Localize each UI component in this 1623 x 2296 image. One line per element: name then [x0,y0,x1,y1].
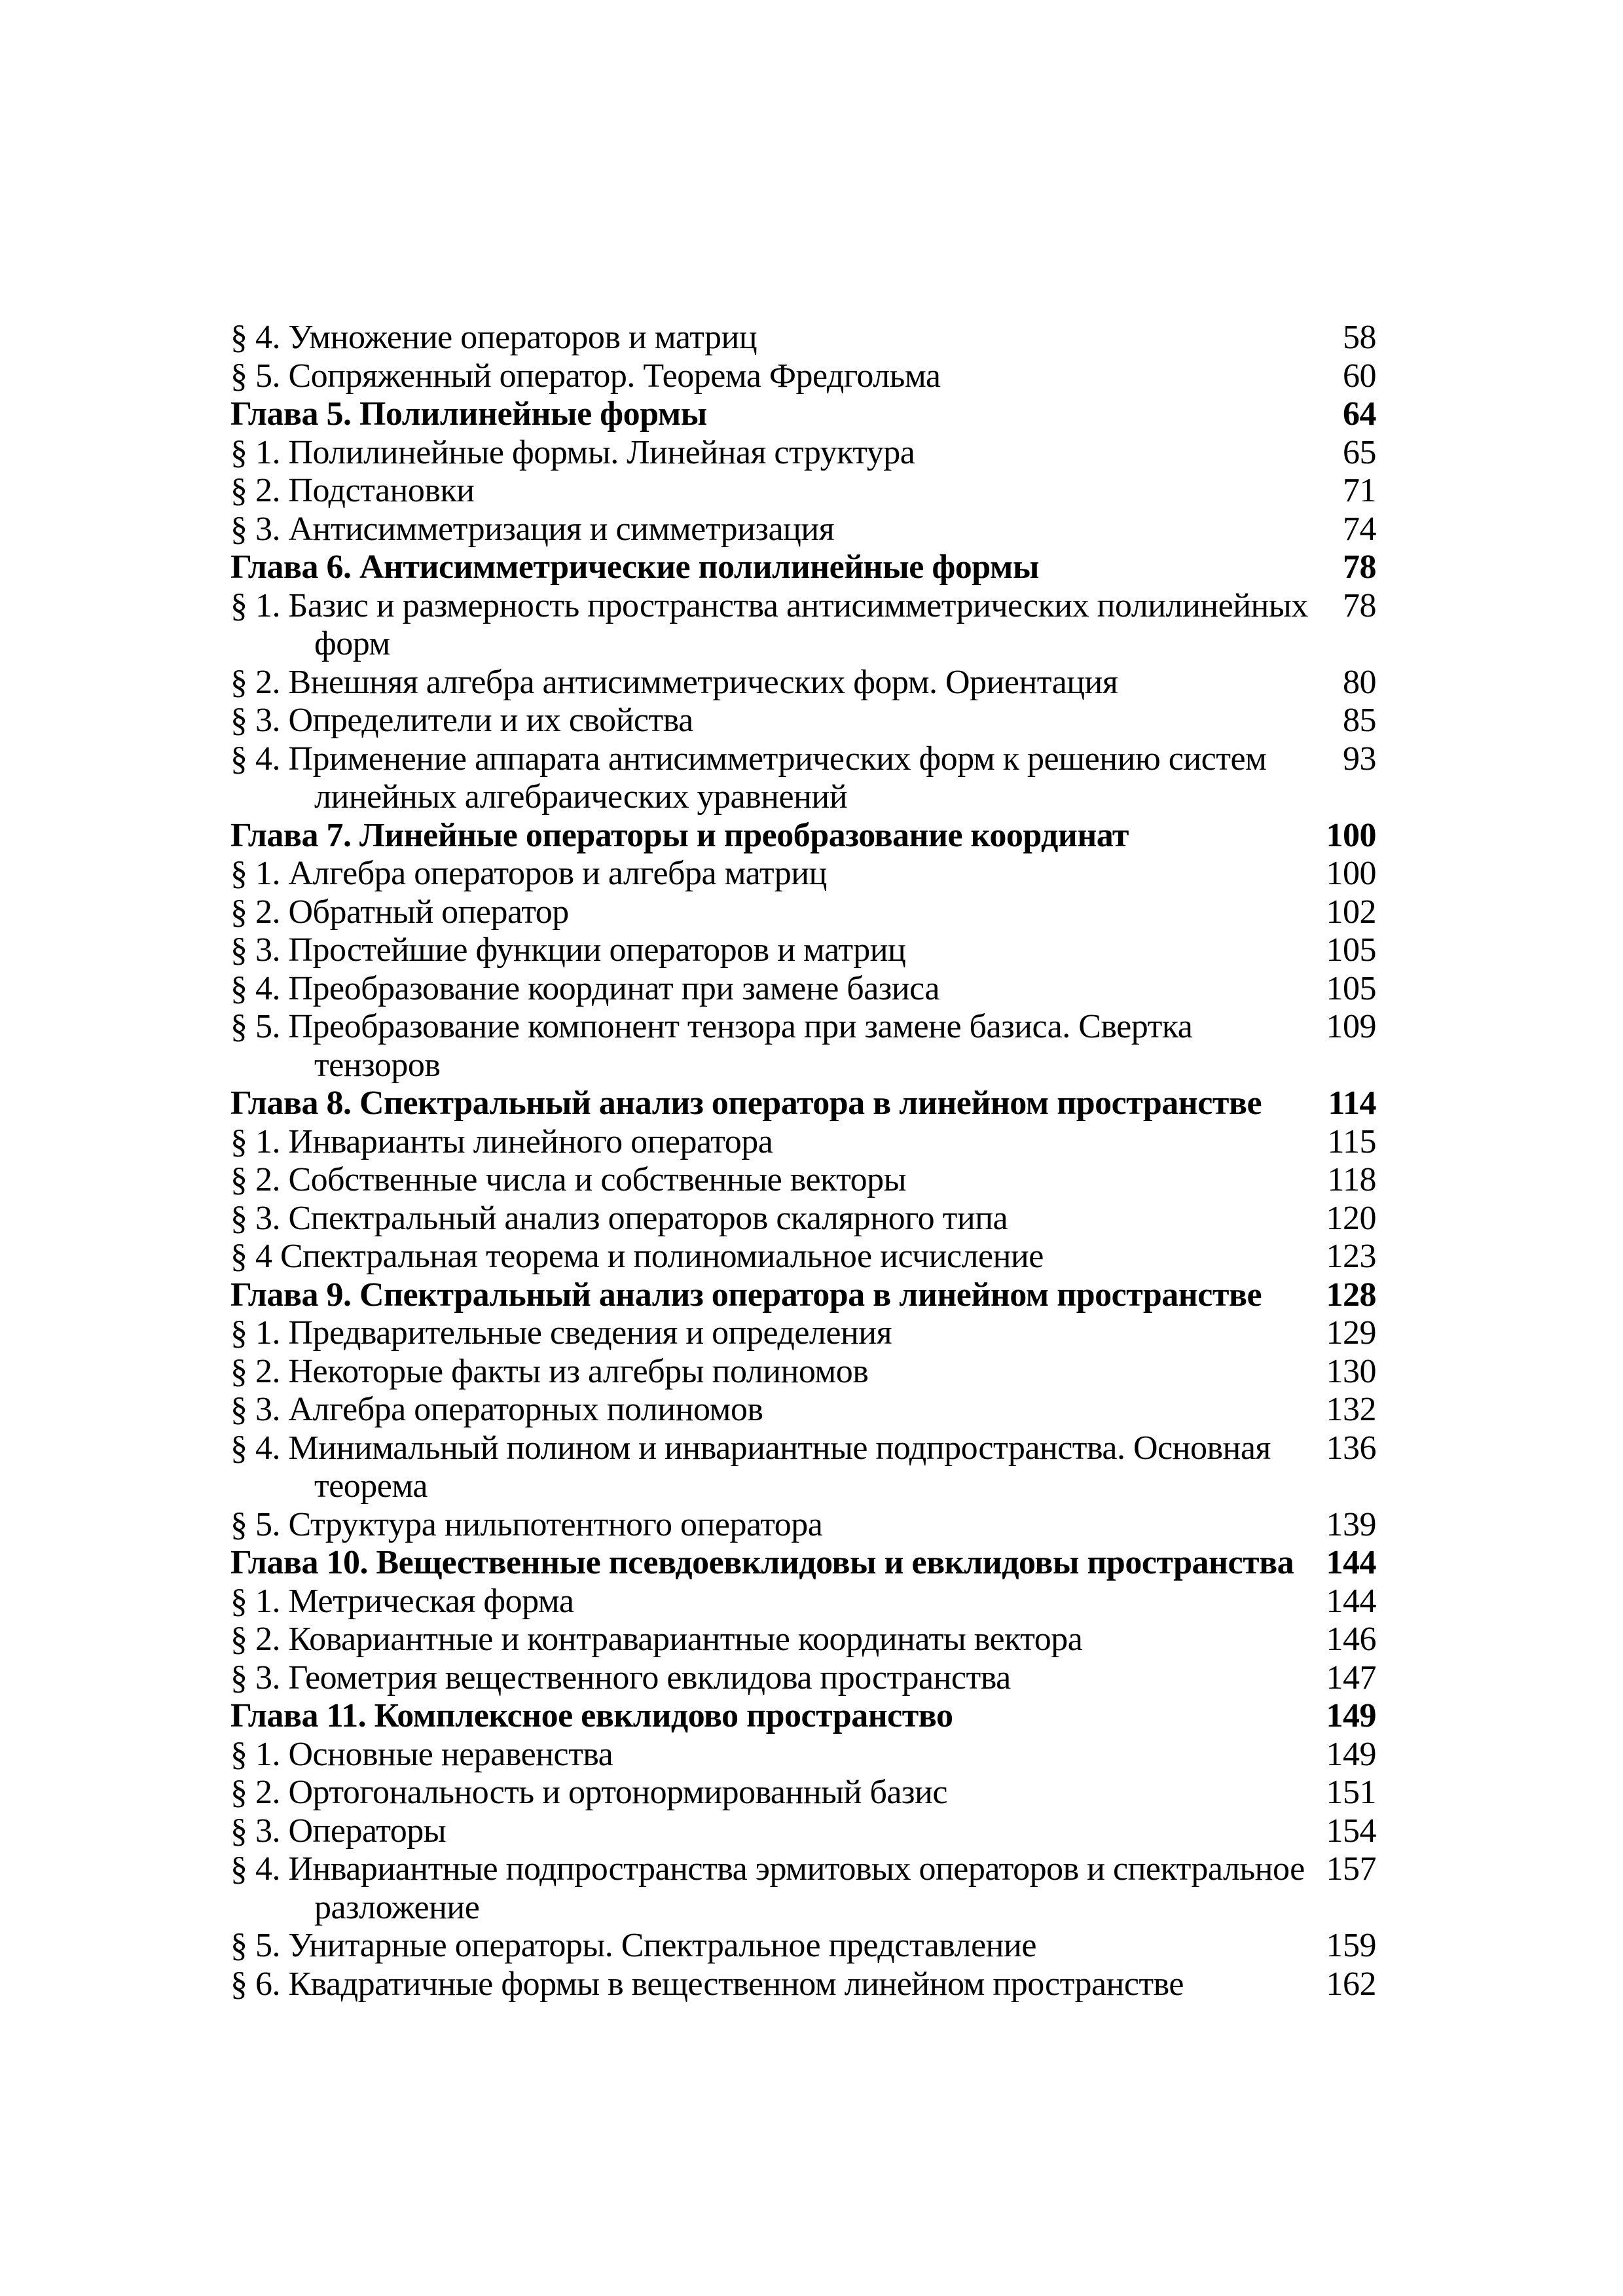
toc-entry-title [230,1200,1278,1238]
toc-entry-title [230,1353,1278,1391]
toc-entry-title-line: § 1. Предварительные сведения и определения [230,1314,892,1352]
toc-entry-title-continuation: разложение [314,1888,480,1926]
toc-entry [230,319,1376,357]
toc-entry-title-line: § 4. Умножение операторов и матриц [230,319,757,356]
toc-entry-page-number: 115 [1327,1122,1376,1160]
toc-entry-title-line: § 1. Базис и размерность пространства антисимметрических полилинейных [230,586,1308,624]
toc-entry-title-line: Глава 5. Полилинейные формы [230,395,707,433]
toc-entry-page-number: 139 [1326,1505,1376,1543]
toc-entry-title [230,586,1308,664]
toc-entry-page-number: 149 [1326,1697,1376,1734]
toc-entry-page-number: 78 [1343,586,1376,624]
toc-entry-title [230,931,1278,970]
toc-entry-title [230,740,1278,817]
toc-entry-title [230,1927,1278,1965]
toc-entry-title [230,1850,1305,1927]
toc-entry-page-number: 58 [1343,319,1376,356]
toc-entry [230,1544,1376,1583]
toc-entry-title [230,434,1278,473]
toc-entry-page-number: 123 [1326,1238,1376,1275]
toc-entry-title-line: § 1. Метрическая форма [230,1582,574,1620]
toc-entry-title [230,1736,1278,1774]
toc-entry-page-number: 162 [1326,1965,1376,2003]
toc-entry [230,1161,1376,1200]
toc-entry-title-line: § 2. Некоторые факты из алгебры полиномов [230,1352,869,1390]
toc-entry-title-line: Глава 9. Спектральный анализ оператора в линейном пространстве [230,1276,1262,1314]
toc-entry-title-line: § 1. Полилинейные формы. Линейная структура [230,433,915,471]
toc-entry-page-number: 65 [1343,433,1376,471]
toc-entry-title-line: § 6. Квадратичные формы в вещественном линейном пространстве [230,1965,1184,2003]
toc-entry [230,1659,1376,1698]
toc-entry-title-continuation: тензоров [314,1046,441,1084]
toc-entry-title [230,817,1278,855]
toc-entry-page-number: 60 [1343,357,1376,395]
toc-entry-title [230,548,1278,587]
toc-entry-title [230,1659,1278,1698]
toc-entry-page-number: 93 [1343,740,1376,778]
toc-entry [230,1008,1376,1085]
toc-entry [230,1123,1376,1162]
toc-entry [230,702,1376,740]
toc-entry-title-continuation: линейных алгебраических уравнений [314,778,848,816]
toc-entry-title [230,1506,1278,1545]
toc-entry [230,1736,1376,1774]
toc-entry [230,970,1376,1009]
toc-entry-page-number: 144 [1326,1582,1376,1620]
toc-entry-title-line: Глава 6. Антисимметрические полилинейные формы [230,548,1039,586]
toc-entry-title-line: § 1. Основные неравенства [230,1735,613,1773]
toc-entry-title [230,319,1278,357]
toc-entry-page-number: 151 [1326,1774,1376,1811]
toc-entry-page-number: 85 [1343,702,1376,739]
toc-entry [230,472,1376,511]
toc-entry [230,1200,1376,1238]
toc-entry-title [230,1008,1278,1085]
toc-entry-title-continuation: форм [314,625,390,662]
toc-entry [230,855,1376,893]
toc-entry [230,1812,1376,1851]
toc-entry-page-number: 154 [1326,1812,1376,1850]
toc-entry [230,395,1376,434]
toc-entry-title-line: § 1. Инварианты линейного оператора [230,1122,773,1160]
toc-entry-title-line: § 3. Простейшие функции операторов и матриц [230,931,906,969]
toc-entry [230,931,1376,970]
toc-entry-title [230,1697,1278,1736]
toc-entry-title [230,970,1278,1009]
toc-entry-title [230,1085,1278,1123]
toc-entry-title [230,1161,1278,1200]
toc-entry [230,587,1376,664]
toc-entry-page-number: 159 [1326,1927,1376,1964]
toc-entry [230,1583,1376,1621]
toc-entry [230,1506,1376,1545]
toc-entry-title-line: § 2. Подстановки [230,472,475,509]
toc-entry [230,1927,1376,1965]
toc-entry-page-number: 144 [1326,1544,1376,1581]
toc-entry-title [230,1276,1278,1315]
toc-entry-title-line: § 5. Преобразование компонент тензора при замене базиса. Свертка [230,1008,1193,1045]
toc-entry-page-number: 102 [1326,893,1376,931]
toc-entry-title-line: § 4. Минимальный полином и инвариантные подпространства. Основная [230,1429,1271,1467]
toc-entry-title-line: § 5. Сопряженный оператор. Теорема Фредгольма [230,357,941,395]
toc-entry-title-line: § 2. Внешняя алгебра антисимметрических форм. Ориентация [230,663,1118,701]
toc-entry [230,1085,1376,1123]
toc-entry-title-line: Глава 7. Линейные операторы и преобразование координат [230,816,1129,854]
toc-entry-title-line: § 3. Спектральный анализ операторов скалярного типа [230,1199,1008,1237]
toc-entry-title-line: § 2. Ковариантные и контравариантные координаты вектора [230,1621,1083,1658]
toc-entry-page-number: 130 [1326,1352,1376,1390]
toc-entry-page-number: 105 [1326,931,1376,969]
toc-entry-title [230,664,1278,702]
toc-entry-page-number: 147 [1326,1659,1376,1696]
toc-entry [230,1314,1376,1353]
toc-entry-title [230,1391,1278,1429]
toc-entry-title-line: Глава 10. Вещественные псевдоевклидовы и евклидовы пространства [230,1544,1294,1581]
toc-entry [230,740,1376,817]
toc-entry-title-line: § 5. Унитарные операторы. Спектральное представление [230,1927,1036,1964]
toc-entry-title [230,1812,1278,1851]
toc-entry-title-line: Глава 11. Комплексное евклидово пространство [230,1697,953,1734]
toc-entry-title [230,702,1278,740]
toc-entry [230,893,1376,932]
toc-entry-title-line: § 2. Ортогональность и ортонормированный базис [230,1774,947,1811]
toc-entry-title-line: § 4. Инвариантные подпространства эрмитовых операторов и спектральное [230,1850,1305,1888]
toc-entry-title [230,893,1278,932]
toc-entry-title [230,357,1278,396]
toc-entry-title [230,1238,1278,1276]
toc-entry-page-number: 132 [1326,1391,1376,1428]
toc-entry-title-line: § 2. Собственные числа и собственные векторы [230,1161,907,1198]
toc-entry-page-number: 136 [1326,1429,1376,1467]
toc-entry-page-number: 114 [1328,1085,1376,1122]
toc-entry [230,357,1376,396]
toc-entry-title [230,511,1278,549]
toc-entry-title [230,1965,1278,2004]
toc-entry-title [230,1583,1278,1621]
toc-entry-page-number: 129 [1326,1314,1376,1352]
toc-entry-title-line: § 3. Антисимметризация и симметризация [230,510,835,548]
toc-entry-page-number: 118 [1327,1161,1376,1198]
toc-entry [230,1965,1376,2004]
toc-entry [230,1697,1376,1736]
toc-entry-page-number: 71 [1343,472,1376,509]
toc-entry-title [230,1774,1278,1812]
toc-entry-title-line: § 4 Спектральная теорема и полиномиальное исчисление [230,1238,1044,1275]
toc-entry-title-line: § 5. Структура нильпотентного оператора [230,1505,823,1543]
toc-entry-title-line: § 3. Алгебра операторных полиномов [230,1391,763,1428]
toc-entry-title-line: § 2. Обратный оператор [230,893,569,931]
toc-entry-title [230,1544,1294,1583]
toc-entry-title [230,1429,1278,1506]
toc-entry-page-number: 120 [1326,1199,1376,1237]
toc-entry-page-number: 109 [1326,1008,1376,1045]
toc-entry-page-number: 149 [1326,1735,1376,1773]
toc-entry-page-number: 100 [1326,855,1376,892]
toc-entry-title [230,855,1278,893]
toc-entry-title-line: § 1. Алгебра операторов и алгебра матриц [230,855,827,892]
toc-entry-page-number: 64 [1343,395,1376,433]
toc-entry [230,548,1376,587]
toc-entry-page-number: 146 [1326,1621,1376,1658]
toc-entry [230,1276,1376,1315]
toc-entry [230,1621,1376,1659]
toc-entry-title-line: Глава 8. Спектральный анализ оператора в линейном пространстве [230,1085,1262,1122]
toc-entry [230,1353,1376,1391]
toc-entry [230,1850,1376,1927]
toc-entry-title-line: § 4. Применение аппарата антисимметрических форм к решению систем [230,740,1267,778]
toc-entry-title-continuation: теорема [314,1467,428,1505]
toc-entry-title [230,395,1278,434]
toc-entry-page-number: 80 [1343,663,1376,701]
toc-list [230,319,1376,2003]
toc-entry-page-number: 157 [1326,1850,1376,1888]
toc-entry-page-number: 78 [1343,548,1376,586]
toc-entry-title [230,472,1278,511]
toc-entry [230,1774,1376,1812]
toc-entry-page-number: 100 [1326,816,1376,854]
toc-entry-title [230,1621,1278,1659]
toc-entry-title [230,1123,1278,1162]
toc-entry-title-line: § 3. Геометрия вещественного евклидова пространства [230,1659,1011,1696]
toc-entry-title-line: § 3. Операторы [230,1812,447,1850]
toc-entry [230,817,1376,855]
toc-entry [230,434,1376,473]
toc-entry [230,1391,1376,1429]
toc-entry-title [230,1314,1278,1353]
toc-entry-page-number: 128 [1326,1276,1376,1314]
toc-entry-title-line: § 3. Определители и их свойства [230,702,693,739]
toc-entry [230,1238,1376,1276]
toc-entry-page-number: 105 [1326,969,1376,1007]
toc-entry-title-line: § 4. Преобразование координат при замене базиса [230,969,939,1007]
toc-entry [230,511,1376,549]
toc-entry [230,1429,1376,1506]
toc-entry-page-number: 74 [1343,510,1376,548]
toc-entry [230,664,1376,702]
